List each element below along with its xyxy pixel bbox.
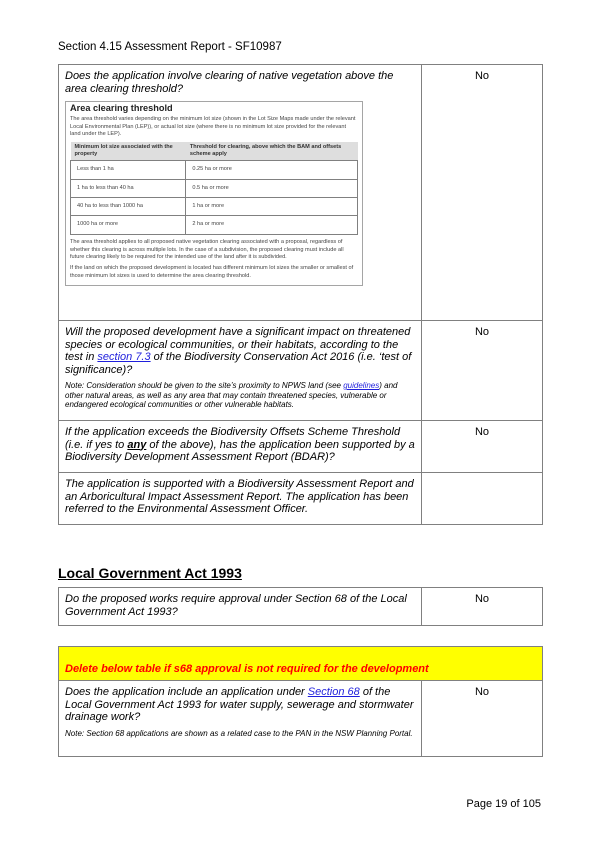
question-text: of the Biodiversity Conservation Act 2016 (i.e. ‘test of significance)?: [65, 351, 412, 376]
table-row: [59, 65, 543, 321]
biodiversity-table: [58, 64, 543, 525]
question-cell: [59, 421, 422, 473]
s68-approval-table: [58, 587, 543, 626]
threshold-value: 0.5 ha or more: [186, 179, 358, 197]
threshold-row: [71, 161, 358, 179]
question-cell: [59, 321, 422, 421]
section-7-3-link[interactable]: section 7.3: [97, 351, 151, 363]
answer-cell: No: [422, 321, 543, 421]
answer-cell: No: [422, 421, 543, 473]
table-row: [59, 321, 543, 421]
threshold-row: [71, 198, 358, 216]
question-text: of the Local Government Act 1993 for water supply, sewerage and stormwater drainage work?: [65, 686, 414, 723]
question-text: of the above), has the application been supported by a Biodiversity Development Assessment Report (BDAR)?: [65, 438, 415, 463]
threshold-row: [71, 216, 358, 234]
threshold-para1: The area threshold applies to all proposed native vegetation clearing associated with a proposal, regardless of whether this clearing is across multiple lots. In the case of a subdivision, the proposed clearing must include all future clearing likely to be required for the intended use of the land after it is subdivided.: [70, 238, 344, 261]
section-title: Local Government Act 1993: [58, 565, 242, 581]
answer-cell: No: [422, 681, 543, 757]
threshold-lot-size: 1000 ha or more: [71, 216, 186, 234]
clearing-threshold-question: Does the application involve clearing of native vegetation above the area clearing threshold?: [65, 70, 394, 95]
emphasis-any: any: [127, 438, 147, 451]
threshold-lot-size: 1 ha to less than 40 ha: [71, 179, 186, 197]
s68-application-question: [65, 686, 415, 724]
question-text: Does the application include an application under: [65, 686, 308, 698]
area-clearing-threshold-box: [65, 101, 363, 286]
table-row: [59, 647, 543, 681]
threshold-value: 1 ha or more: [186, 198, 358, 216]
bdar-question: [65, 426, 415, 464]
significance-note: [65, 381, 415, 410]
answer-cell: No: [422, 588, 543, 626]
threshold-intro: The area threshold varies depending on the minimum lot size (shown in the Lot Size Maps made under the relevant Local Environmental Plan (LEP)), or actual lot size (where there is no minimum lot size provided for the relevant land under the LEP).: [70, 115, 356, 138]
threshold-value: 0.25 ha or more: [186, 161, 358, 179]
threshold-lot-size: 40 ha to less than 1000 ha: [71, 198, 186, 216]
page-number: Page 19 of 105: [466, 798, 541, 810]
question-cell: [59, 588, 422, 626]
question-text: Will the proposed development have a significant impact on threatened species or ecological communities, or their habitats, according to the test in: [65, 326, 411, 363]
assessment-comment: The application is supported with a Biodiversity Assessment Report and an Arboricultural Impact Assessment Report. The application has been referred to the Environmental Assessment Officer.: [65, 478, 414, 515]
threshold-title: Area clearing threshold: [70, 103, 173, 113]
threshold-lot-size: Less than 1 ha: [71, 161, 186, 179]
s68-detail-table: [58, 646, 543, 757]
threshold-col1-header: Minimum lot size associated with the property: [71, 142, 186, 161]
table-row: [59, 588, 543, 626]
comment-cell: [59, 473, 422, 525]
note-text: Note: Consideration should be given to the site’s proximity to NPWS land (see: [65, 381, 344, 390]
threshold-row: [71, 179, 358, 197]
significant-impact-question: [65, 326, 415, 376]
answer-cell: No: [422, 65, 543, 321]
question-text: If the application exceeds the Biodiversity Offsets Scheme Threshold (i.e. if yes to: [65, 426, 401, 451]
s68-question: Do the proposed works require approval under Section 68 of the Local Government Act 1993?: [65, 593, 407, 618]
threshold-table: [70, 142, 358, 235]
threshold-para2: If the land on which the proposed development is located has different minimum lot sizes the smaller or smallest of those minimum lot sizes is used to determine the area clearing threshold.: [70, 265, 354, 279]
guidelines-link[interactable]: guidelines: [343, 381, 380, 390]
threshold-col2-header: Threshold for clearing, above which the BAM and offsets scheme apply: [186, 142, 358, 161]
empty-cell: [422, 473, 543, 525]
table-row: [59, 681, 543, 757]
page-header: Section 4.15 Assessment Report - SF10987: [58, 41, 282, 53]
note-text: ) and other natural areas, as well as any area that may contain threatened species, vulnerable or endangered ecological communities or other vulnerable habitats.: [65, 381, 398, 410]
question-cell: [59, 65, 422, 321]
s68-note: Note: Section 68 applications are shown as a related case to the PAN in the NSW Planning Portal.: [65, 728, 413, 738]
section-68-link[interactable]: Section 68: [307, 686, 360, 698]
delete-instruction-banner: Delete below table if s68 approval is not required for the development: [59, 647, 543, 681]
question-cell: [59, 681, 422, 757]
threshold-value: 2 ha or more: [186, 216, 358, 234]
table-row: [59, 421, 543, 473]
table-row: [59, 473, 543, 525]
